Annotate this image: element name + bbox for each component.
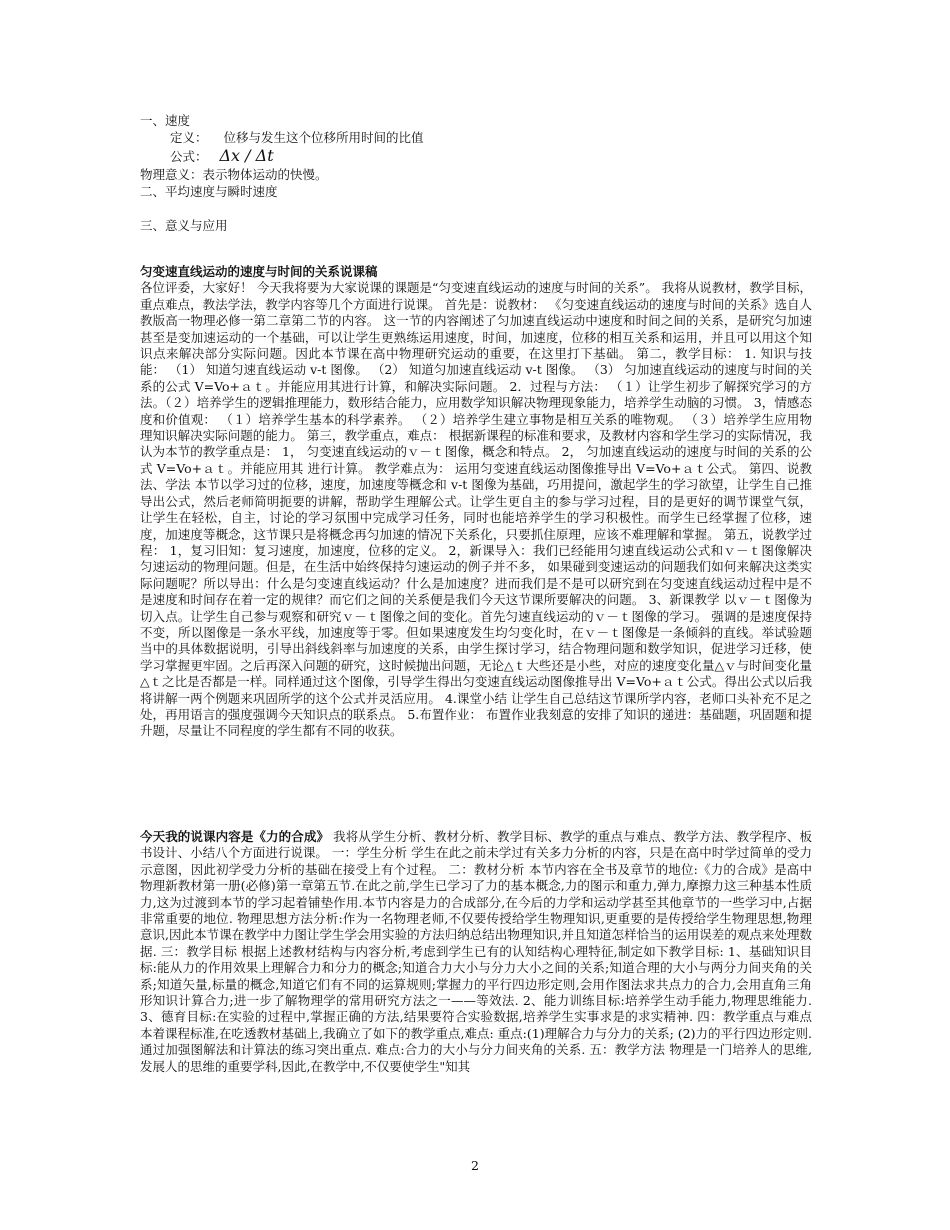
definition-label: 定义： — [170, 130, 208, 145]
section-force-composition — [140, 829, 812, 1075]
definition-text: 位移与发生这个位移所用时间的比值 — [223, 130, 424, 145]
definition-line — [170, 129, 424, 146]
section-uniform-acceleration — [140, 264, 812, 740]
section-title: 匀变速直线运动的速度与时间的关系说课稿 — [140, 264, 378, 279]
section-title: 今天我的说课内容是《力的合成》 — [140, 829, 330, 844]
outline-item-application: 三、意义与应用 — [140, 218, 228, 233]
outline-item-average-velocity: 二、平均速度与瞬时速度 — [140, 184, 278, 199]
formula-line — [170, 147, 274, 165]
formula-label: 公式： — [170, 149, 208, 164]
page-number: 2 — [471, 1158, 479, 1173]
outline-item-velocity: 一、速度 — [140, 113, 191, 128]
physics-meaning: 物理意义：表示物体运动的快慢。 — [140, 167, 328, 182]
section-body: 我将从学生分析、教材分析、教学目标、教学的重点与难点、教学方法、教学程序、板书设计、小结八个方面进行说课。 一：学生分析 学生在此之前未学过有关多力分析的内容，只是在高中时学过简单的受力示意图，因此初学受力分析的基础在接受上有个过程。 二：教材分析 本节内容在全书及章节的地位:《力的合成》是高中物理新教材第一册(必修)第一章第五节.在此之前,学生已学习了力的基本概念,力的图示和重力,弹力,摩擦力这三种基本性质力,这为过渡到本节的学习起着铺垫作用.本节内容是力的合成部分,在今后的力学和运动学甚至其他章节的一些学习中,占据非常重要的地位. 物理思想方法分析:作为一名物理老师,不仅要传授给学生物理知识,更重要的是传授给学生物理思想,物理意识,因此本节课在教学中力图让学生学会用实验的方法归纳总结出物理知识,并且知道怎样恰当的运用误差的观点来处理数据. 三：教学目标 根据上述教材结构与内容分析,考虑到学生已有的认知结构心理特征,制定如下教学目标: 1、基础知识目标:能从力的作用效果上理解合力和分力的概念;知道合力大小与分力大小之间的关系;知道合理的大小与两分力间夹角的关系;知道矢量,标量的概念,知道它们有不同的运算规则;掌握力的平行四边形定则,会用作图法求共点力的合力,会用直角三角形知识计算合力;进一步了解物理学的常用研究方法之一——等效法. 2、能力训练目标:培养学生动手能力,物理思维能力. 3、德育目标:在实验的过程中,掌握正确的方法,结果要符合实验数据,培养学生实事求是的求实精神. 四：教学重点与难点 本着课程标准,在吃透教材基础上,我确立了如下的教学重点,难点: 重点:(1)理解合力与分力的关系; (2)力的平行四边形定则. 通过加强图解法和计算法的练习突出重点. 难点:合力的大小与分力间夹角的关系. 五：教学方法 物理是一门培养人的思维,发展人的思维的重要学科,因此,在教学中,不仅要使学生"知其 — [140, 829, 812, 1074]
formula: Δx / Δt — [219, 146, 274, 165]
section-body: 各位评委，大家好！ 今天我将要为大家说课的课题是“匀变速直线运动的速度与时间的关系”。 我将从说教材，教学目标，重点难点，教法学法，教学内容等几个方面进行说课。 首先是：说教材： 《匀变速直线运动的速度与时间的关系》选自人教版高一物理必修一第二章第二节的内容。 这一节的内容阐述了匀加速直线运动中速度和时间之间的关系，是研究匀加速甚至是变加速运动的一个基础，可以让学生更熟练运用速度，时间，加速度，位移的相互关系和运用，并且可以用这个知识点来解决部分实际问题。因此本节课在高中物理研究运动的重要，在这里打下基础。 第二，教学目标： 1. 知识与技能： （1） 知道匀速直线运动 v-t 图像。 （2） 知道匀加速直线运动 v-t 图像。 （3） 匀加速直线运动的速度与时间的关系的公式 V=Vo+ａｔ。并能应用其进行计算，和解决实际问题。 2．过程与方法： （１）让学生初步了解探究学习的方法。（２）培养学生的逻辑推理能力，数形结合能力，应用数学知识解决物理现象能力，培养学生动脑的习惯。 3，情感态度和价值观： （１）培养学生基本的科学素养。 （２）培养学生建立事物是相互关系的唯物观。 （３）培养学生应用物理知识解决实际问题的能力。 第三，教学重点，难点： 根据新课程的标准和要求，及教材内容和学生学习的实际情况，我认为本节的教学重点是： 1， 匀变速直线运动的ｖ－ｔ图像，概念和特点。 2， 匀加速直线运动的速度与时间的关系的公式 V=Vo+ａｔ。并能应用其 进行计算。 教学难点为： 运用匀变速直线运动图像推导出 V=Vo+ａｔ公式。 第四、说教法、学法 本节以学习过的位移，速度，加速度等概念和 v-t 图像为基础，巧用提问，激起学生的学习欲望，让学生自己推导出公式，然后老师简明扼要的讲解，帮助学生理解公式。让学生更自主的参与学习过程，目的是更好的调节课堂气氛，让学生在轻松，自主，讨论的学习氛围中完成学习任务，同时也能培养学生的学习积极性。而学生已经掌握了位移，速度，加速度等概念，这节课只是将概念再匀加速的情况下关系化，只要抓住原理，应该不难理解和掌握。 第五，说教学过程： 1，复习旧知：复习速度，加速度，位移的定义。 2，新课导入：我们已经能用匀速直线运动公式和ｖ－ｔ图像解决匀速运动的物理问题。但是，在生活中始终保持匀速运动的例子并不多， 如果碰到变速运动的问题我们如何来解决这类实际问题呢？所以导出：什么是匀变速直线运动？什么是加速度？进而我们是不是可以研究到在匀变速直线运动过程中是不是速度和时间存在着一定的规律？而它们之间的关系便是我们今天这节课所要解决的问题。 3、新课教学 以ｖ－ｔ图像为切入点。让学生自己参与观察和研究ｖ－ｔ图像之间的变化。首先匀速直线运动的ｖ－ｔ图像的学习。 强调的是速度保持不变，所以图像是一条水平线，加速度等于零。但如果速度发生均匀变化时，在ｖ－ｔ图像是一条倾斜的直线。举试验题当中的具体数据说明，引导出斜线斜率与加速度的关系，由学生探讨学习，结合物理问题和数学知识，促进学习迁移，使学习掌握更牢固。之后再深入问题的研究，这时候抛出问题，无论△ｔ大些还是小些，对应的速度变化量△ｖ与时间变化量△ｔ之比是否都是一样。同样通过这个图像，引导学生得出匀变速直线运动图像推导出 V=Vo+ａｔ公式。得出公式以后我将讲解一两个例题来巩固所学的这个公式并灵活应用。 4.课堂小结 让学生自己总结这节课所学内容，老师口头补充不足之处，再用语言的强度强调今天知识点的联系点。 5.布置作业： 布置作业我刻意的安排了知识的递进：基础题，巩固题和提升题，尽量让不同程度的学生都有不同的收获。 — [140, 280, 812, 739]
